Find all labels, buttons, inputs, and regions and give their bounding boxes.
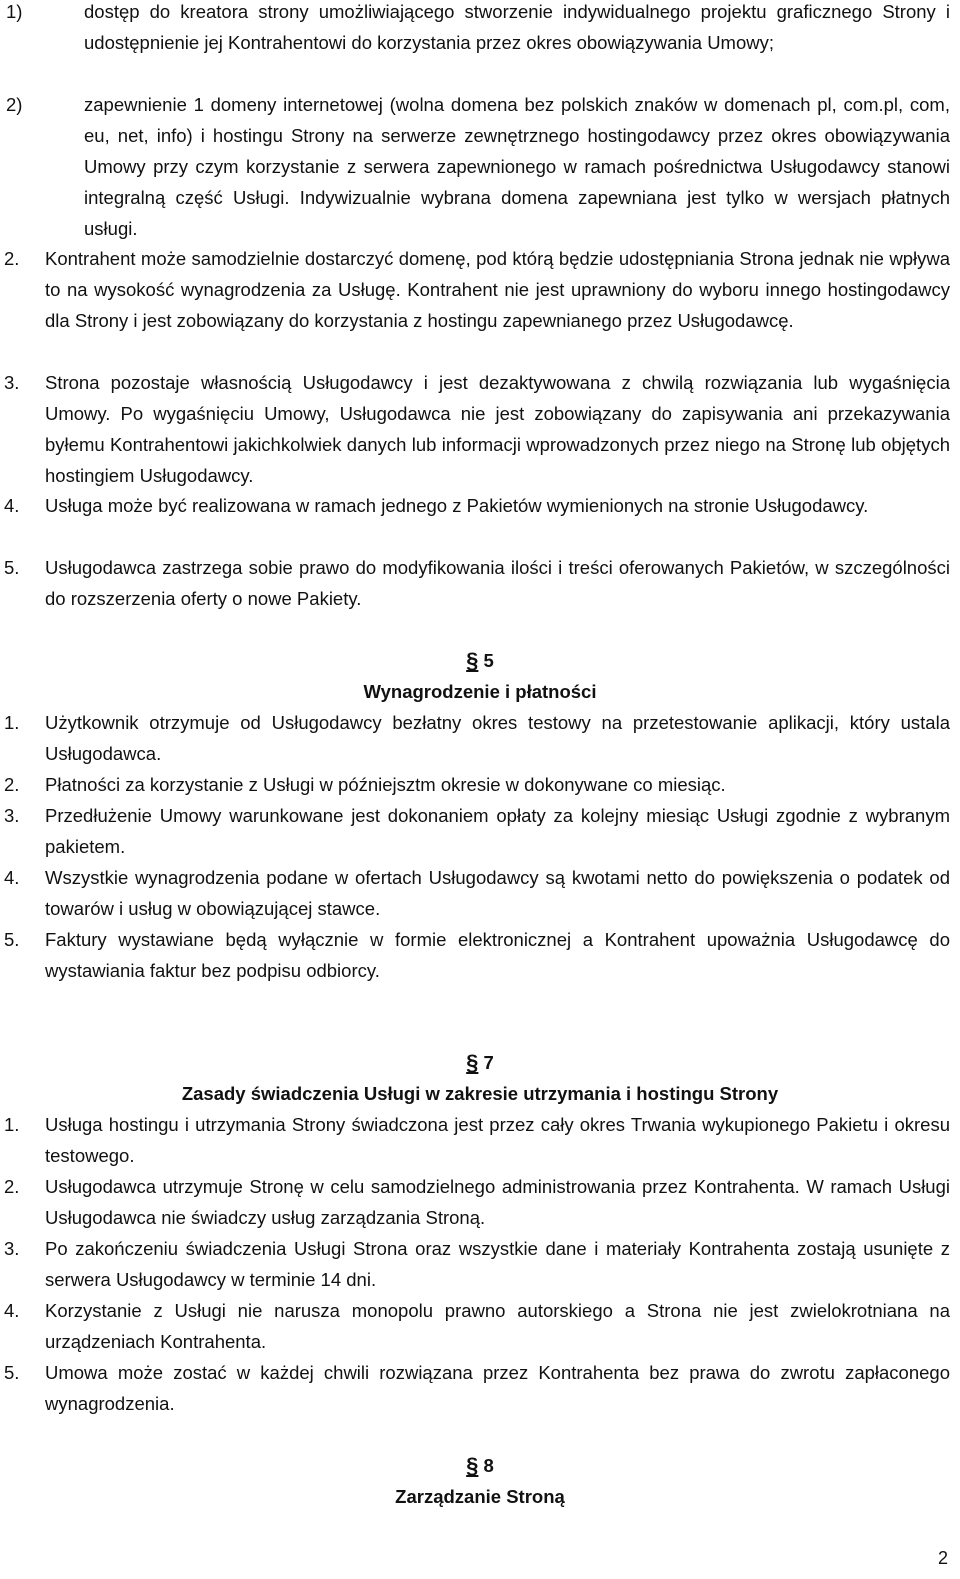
list-item (0, 707, 960, 769)
section-number-value: 8 (483, 1455, 494, 1476)
list-item-number: 2. (4, 1176, 20, 1197)
list-item-number: 3. (4, 372, 20, 393)
list-item (0, 1295, 960, 1357)
list-item-text: Faktury wystawiane będą wyłącznie w formie elektronicznej a Kontrahent upoważnia Usługodawcę do wystawiania faktur bez podpisu odbiorcy. (45, 929, 950, 981)
paragraph-sign: § (466, 648, 479, 673)
list-item (0, 367, 960, 491)
list-item-text: Po zakończeniu świadczenia Usługi Strona oraz wszystkie dane i materiały Kontrahenta zostają usunięte z serwera Usługodawcy w terminie 14 dni. (45, 1238, 950, 1290)
list-item-text: Przedłużenie Umowy warunkowane jest dokonaniem opłaty za kolejny miesiąc Usługi zgodnie z wybranym pakietem. (45, 805, 950, 857)
list-item-text: Umowa może zostać w każdej chwili rozwiązana przez Kontrahenta bez prawa do zwrotu zapłaconego wynagrodzenia. (45, 1362, 950, 1414)
list-item-text: Wszystkie wynagrodzenia podane w ofertach Usługodawcy są kwotami netto do powiększenia o podatek od towarów i usług w obowiązującej stawce. (45, 867, 950, 919)
list-item (0, 800, 960, 862)
paragraph-sign: § (466, 1050, 479, 1075)
list-item (0, 924, 960, 986)
list-item-text: Użytkownik otrzymuje od Usługodawcy bezłatny okres testowy na przetestowanie aplikacji, który ustala Usługodawca. (45, 712, 950, 764)
section-number-value: 5 (483, 650, 494, 671)
list-item-number: 1) (6, 1, 23, 22)
list-item-text: Usługodawca zastrzega sobie prawo do modyfikowania ilości i treści oferowanych Pakietów, w szczególności do rozszerzenia oferty o nowe Pakiety. (45, 557, 950, 609)
list-item-number: 2. (4, 248, 20, 269)
section-number (0, 1047, 960, 1078)
section-number (0, 645, 960, 676)
list-item-text: zapewnienie 1 domeny internetowej (wolna domena bez polskich znaków w domenach pl, com.pl, com, eu, net, info) i hostingu Strony na serwerze zewnętrznego hostingodawcy przez okres obowiązywania Umowy przy czym korzystanie z serwera zapewnionego w ramach pośrednictwa Usługodawcy stanowi integralną część Usługi. Indywizualnie wybrana domena zapewniana jest tylko w wersjach płatnych usługi. (84, 94, 950, 239)
list-item (0, 0, 960, 58)
list-item-text: Usługa hostingu i utrzymania Strony świadczona jest przez cały okres Trwania wykupionego Pakietu i okresu testowego. (45, 1114, 950, 1166)
list-item-text: Usługodawca utrzymuje Stronę w celu samodzielnego administrowania przez Kontrahenta. W ramach Usługi Usługodawca nie świadczy usług zarządzania Stroną. (45, 1176, 950, 1228)
list-item-text: Kontrahent może samodzielnie dostarczyć domenę, pod którą będzie udostępniania Strona jednak nie wpływa to na wysokość wynagrodzenia za Usługę. Kontrahent nie jest uprawniony do wyboru innego hostingodawcy dla Strony i jest zobowiązany do korzystania z hostingu zapewnianego przez Usługodawcę. (45, 248, 950, 331)
list-item-number: 3. (4, 1238, 20, 1259)
list-item (0, 1171, 960, 1233)
list-item-number: 4. (4, 867, 20, 888)
list-item (0, 552, 960, 614)
list-item-number: 1. (4, 1114, 20, 1135)
list-item-number: 2) (6, 94, 23, 115)
section-title: Zasady świadczenia Usługi w zakresie utrzymania i hostingu Strony (181, 1083, 779, 1104)
section-number (0, 1450, 960, 1481)
paragraph-sign: § (466, 1453, 479, 1478)
list-item-number: 4. (4, 495, 20, 516)
section-number-value: 7 (483, 1052, 494, 1073)
list-item-number: 1. (4, 712, 20, 733)
list-item (0, 1357, 960, 1419)
list-item-number: 5. (4, 1362, 20, 1383)
list-item-text: Strona pozostaje własnością Usługodawcy i jest dezaktywowana z chwilą rozwiązania lub wygaśnięcia Umowy. Po wygaśnięciu Umowy, Usługodawca nie jest zobowiązany do zapisywania ani przekazywania byłemu Kontrahentowi jakichkolwiek danych lub informacji wprowadzonych przez niego na Stronę lub objętych hostingiem Usługodawcy. (45, 372, 950, 486)
list-item-number: 5. (4, 557, 20, 578)
list-item-text: Korzystanie z Usługi nie narusza monopolu prawno autorskiego a Strona nie jest zwielokrotniana na urządzeniach Kontrahenta. (45, 1300, 950, 1352)
list-item (0, 769, 960, 800)
list-item-number: 2. (4, 774, 20, 795)
list-item-number: 4. (4, 1300, 20, 1321)
page-number: 2 (937, 1548, 948, 1568)
section-title: Wynagrodzenie i płatności (363, 681, 597, 702)
list-item-number: 3. (4, 805, 20, 826)
list-item (0, 1109, 960, 1171)
list-item (0, 89, 960, 244)
list-item-text: dostęp do kreatora strony umożliwiającego stworzenie indywidualnego projektu graficznego Strony i udostępnienie jej Kontrahentowi do korzystania przez okres obowiązywania Umowy; (84, 1, 950, 53)
list-item (0, 1233, 960, 1295)
list-item-text: Płatności za korzystanie z Usługi w późniejsztm okresie w dokonywane co miesiąc. (45, 774, 726, 795)
list-item (0, 862, 960, 924)
list-item-number: 5. (4, 929, 20, 950)
list-item (0, 243, 960, 336)
section-title: Zarządzanie Stroną (395, 1486, 565, 1507)
list-item-text: Usługa może być realizowana w ramach jednego z Pakietów wymienionych na stronie Usługodawcy. (45, 495, 869, 516)
list-item (0, 490, 960, 521)
